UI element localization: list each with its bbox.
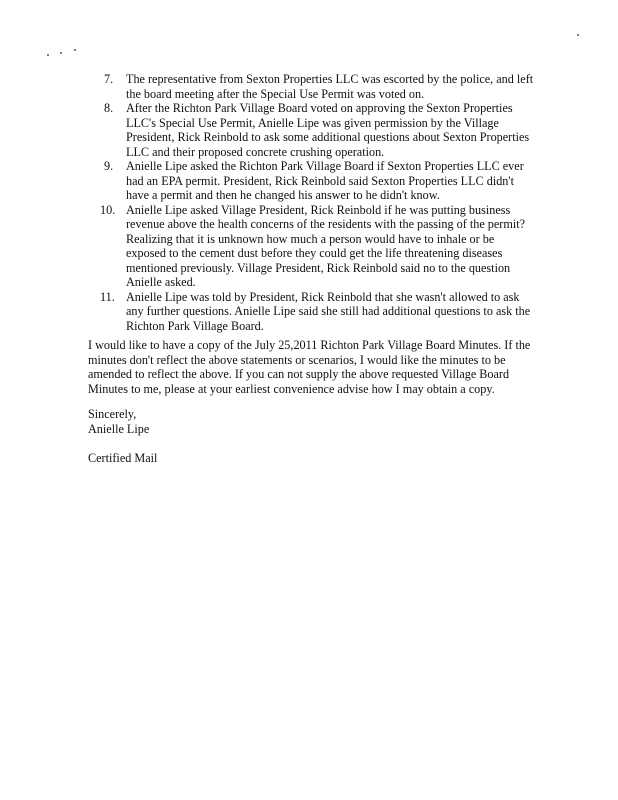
item-number: 10.: [100, 202, 116, 217]
item-text: Anielle Lipe was told by President, Rick Reinbold that she wasn't allowed to ask any further questions. Anielle Lipe said she still had additional questions to ask the Richton Park Village Board.: [126, 289, 531, 333]
delivery-method: Certified Mail: [88, 451, 158, 465]
list-item: [100, 202, 534, 290]
closing-block: [88, 407, 149, 436]
item-text: The representative from Sexton Properties LLC was escorted by the police, and left the board meeting after the Special Use Permit was voted on.: [126, 72, 534, 101]
scan-speck: [577, 34, 579, 36]
scan-speck: [60, 52, 62, 54]
item-number: 11.: [100, 289, 115, 304]
list-item: [104, 101, 534, 159]
list-item: [104, 72, 534, 101]
numbered-statement-list: [100, 72, 534, 333]
item-text: Anielle Lipe asked Village President, Rick Reinbold if he was putting business revenue above the health concerns of the residents with the passing of the permit? Realizing that it is unknown how much a person would have to inhale or be exposed to the cement dust before they could get the life threatening diseases mentioned previously. Village President, Rick Reinbold said no to the question Anielle asked.: [126, 202, 526, 289]
item-text: Anielle Lipe asked the Richton Park Village Board if Sexton Properties LLC ever had an EPA permit. President, Rick Reinbold said Sexton Properties LLC didn't have a permit and then he changed his answer to he didn't know.: [126, 159, 524, 202]
item-number: 9.: [104, 159, 114, 173]
item-number: 8.: [104, 101, 114, 115]
list-item: [100, 289, 534, 334]
scan-speck: [74, 49, 76, 51]
item-text: After the Richton Park Village Board voted on approving the Sexton Properties LLC's Special Use Permit, Anielle Lipe was given permission by the Village President, Rick Reinbold to ask some additional questions about Sexton Properties LLC and their proposed concrete crushing operation.: [126, 101, 530, 159]
list-item: [104, 159, 534, 203]
closing-salutation: Sincerely,: [88, 407, 137, 421]
scan-speck: [47, 54, 49, 56]
signature-name: Anielle Lipe: [88, 421, 150, 436]
minutes-request-paragraph: I would like to have a copy of the July 25,2011 Richton Park Village Board Minutes. If the minutes don't reflect the above statements or scenarios, I would like the minutes to be amended to reflect the above. If you can not supply the above requested Village Board Minutes to me, please at your earliest convenience advise how I may obtain a copy.: [88, 338, 531, 396]
item-number: 7.: [104, 72, 114, 86]
